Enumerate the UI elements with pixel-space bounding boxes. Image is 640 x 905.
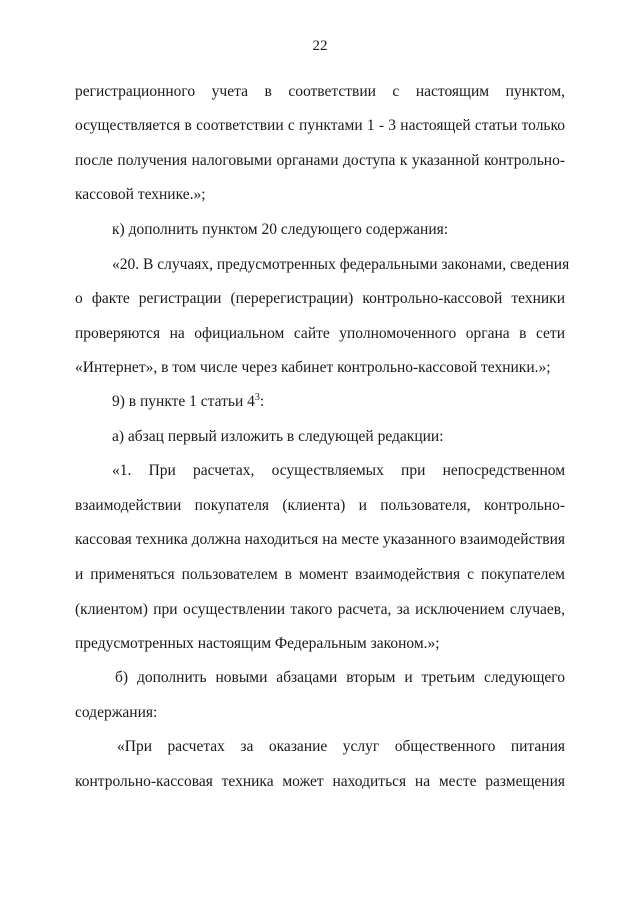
text-line: проверяются на официальном сайте уполномоченного органа в сети <box>75 325 565 342</box>
text-line: контрольно-кассовая техника может находиться на месте размещения <box>75 773 565 790</box>
text-line: «1. При расчетах, осуществляемых при непосредственном <box>112 462 565 479</box>
text-line: «Интернет», в том числе через кабинет контрольно-кассовой техники.»; <box>75 359 551 376</box>
text-line: (клиентом) при осуществлении такого расчета, за исключением случаев, <box>75 601 565 618</box>
text-line: кассовая техника должна находиться на месте указанного взаимодействия <box>75 531 565 548</box>
text-line: предусмотренных настоящим Федеральным законом.»; <box>75 635 440 652</box>
page-number: 22 <box>312 38 328 54</box>
text-line-item-9 <box>112 392 565 412</box>
text-line: взаимодействии покупателя (клиента) и пользователя, контрольно- <box>75 497 565 514</box>
text-line: регистрационного учета в соответствии с настоящим пунктом, <box>75 83 565 100</box>
text-line: содержания: <box>75 704 158 721</box>
text-line: о факте регистрации (перерегистрации) контрольно-кассовой техники <box>75 290 565 307</box>
item-9-colon: : <box>259 393 265 410</box>
text-line: после получения налоговыми органами доступа к указанной контрольно- <box>75 152 565 169</box>
text-line: осуществляется в соответствии с пунктами 1 - 3 настоящей статьи только <box>75 117 565 134</box>
text-line: «При расчетах за оказание услуг общественного питания <box>117 738 565 755</box>
text-line: б) дополнить новыми абзацами вторым и третьим следующего <box>115 669 565 686</box>
text-line: кассовой технике.»; <box>75 186 206 203</box>
text-line: а) абзац первый изложить в следующей редакции: <box>112 428 444 445</box>
item-9-text: 9) в пункте 1 статьи 4 <box>112 393 255 410</box>
text-line: «20. В случаях, предусмотренных федеральными законами, сведения <box>112 256 570 273</box>
item-9-superscript: 3 <box>254 391 260 403</box>
text-line: и применяться пользователем в момент взаимодействия с покупателем <box>75 566 565 583</box>
text-line: к) дополнить пунктом 20 следующего содержания: <box>112 221 449 238</box>
